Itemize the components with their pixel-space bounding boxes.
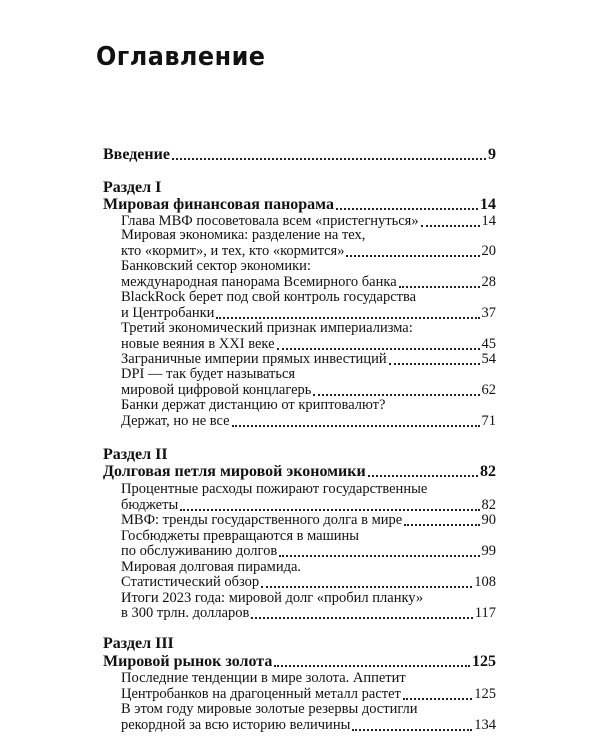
toc-entry-text: Статистический обзор [121, 574, 260, 590]
section-3-heading: Раздел III [103, 635, 174, 652]
toc-entry-text: Мировая экономика: разделение на тех, [121, 227, 366, 243]
section-2-page: 82 [480, 463, 496, 480]
toc-entry-text: бюджеты [121, 497, 179, 513]
dot-leader [346, 254, 479, 257]
toc-entry-text: кто «кормит», и тех, кто «кормится» [121, 243, 345, 259]
toc-entry-text: Банковский сектор экономики: [121, 258, 311, 274]
toc-entry-text: Госбюджеты превращаются в машины [121, 528, 360, 544]
toc-entry [121, 717, 496, 734]
dot-leader [421, 224, 480, 227]
dot-leader [403, 697, 472, 700]
dot-leader [216, 316, 479, 319]
toc-entry-page: 117 [474, 605, 496, 621]
toc-entry-text: и Центробанки [121, 305, 215, 321]
dot-leader [352, 728, 472, 731]
section-3-page: 125 [472, 653, 496, 670]
toc-entry-text: Глава МВФ посоветовала всем «пристегнуться» [121, 213, 419, 229]
toc-entry-page: 82 [481, 497, 496, 513]
toc-entry-page: 125 [474, 686, 496, 702]
toc-entry-text: В этом году мировые золотые резервы достигли [121, 701, 418, 717]
toc-entry-text: DPI — так будет называться [121, 366, 296, 382]
toc-entry-text: новые веяния в XXI веке [121, 336, 275, 352]
dot-leader [368, 474, 478, 477]
section-1-page: 14 [480, 196, 496, 213]
section-2-heading: Раздел II [103, 446, 168, 463]
section-3-title-row [103, 653, 496, 670]
toc-entry-text: Заграничные империи прямых инвестиций [121, 351, 387, 367]
dot-leader [336, 207, 478, 210]
toc-intro-label: Введение [103, 146, 170, 163]
toc-entry-text: BlackRock берет под свой контроль государства [121, 289, 417, 305]
toc-entry-page: 20 [481, 243, 496, 259]
toc-entry-page: 71 [481, 413, 496, 429]
toc-entry-text: Банки держат дистанцию от криптовалют? [121, 397, 386, 413]
toc-entry-page: 99 [481, 543, 496, 559]
toc-entry-text: Третий экономический признак империализма: [121, 320, 413, 336]
toc-entry-text: Итоги 2023 года: мировой долг «пробил планку» [121, 590, 424, 606]
toc-entry-text: Мировая долговая пирамида. [121, 559, 302, 575]
dot-leader [261, 585, 472, 588]
toc-entry-text: Процентные расходы пожирают государственные [121, 481, 428, 497]
dot-leader [274, 664, 470, 667]
toc-entry-page: 134 [474, 717, 496, 733]
toc-entry-page: 14 [481, 213, 496, 229]
toc-entry-text: МВФ: тренды государственного долга в мире [121, 512, 403, 528]
section-1-title-row [103, 196, 496, 213]
dot-leader [389, 362, 480, 365]
toc-intro-page: 9 [488, 146, 496, 163]
dot-leader [172, 157, 486, 160]
toc-entry-page: 54 [481, 351, 496, 367]
section-2-title: Долговая петля мировой экономики [103, 463, 366, 480]
toc-entry [121, 413, 496, 430]
dot-leader [399, 285, 480, 288]
toc-entry-page: 45 [481, 336, 496, 352]
toc-entry [121, 574, 496, 591]
toc-entry-text: в 300 трлн. долларов [121, 605, 250, 621]
toc-entry-page: 108 [474, 574, 496, 590]
toc-entry-text: мировой цифровой концлагерь [121, 382, 312, 398]
toc-entry-text: по обслуживанию долгов [121, 543, 278, 559]
toc-entry-text: Последние тенденции в мире золота. Аппетит [121, 670, 406, 686]
toc-entry-text: международная панорама Всемирного банка [121, 274, 397, 290]
page-title: Оглавление [96, 42, 266, 72]
dot-leader [313, 393, 479, 396]
dot-leader [232, 424, 480, 427]
toc-entry-page: 62 [481, 382, 496, 398]
dot-leader [277, 347, 480, 350]
toc-entry [121, 605, 496, 622]
toc-entry-page: 90 [481, 512, 496, 528]
toc-intro-row [103, 146, 496, 163]
dot-leader [251, 616, 472, 619]
toc-entry-text: Держат, но не все [121, 413, 230, 429]
dot-leader [180, 508, 479, 511]
section-1-heading: Раздел I [103, 179, 162, 196]
toc-entry [121, 543, 496, 560]
section-2-title-row [103, 463, 496, 480]
toc-entry-page: 28 [481, 274, 496, 290]
dot-leader [279, 554, 479, 557]
dot-leader [404, 523, 479, 526]
toc-entry-text: Центробанков на драгоценный металл растет [121, 686, 401, 702]
section-3-title: Мировой рынок золота [103, 653, 273, 670]
toc-entry-page: 37 [481, 305, 496, 321]
section-1-title: Мировая финансовая панорама [103, 196, 334, 213]
toc-entry [121, 512, 496, 529]
toc-entry-text: рекордной за всю историю величины [121, 717, 351, 733]
